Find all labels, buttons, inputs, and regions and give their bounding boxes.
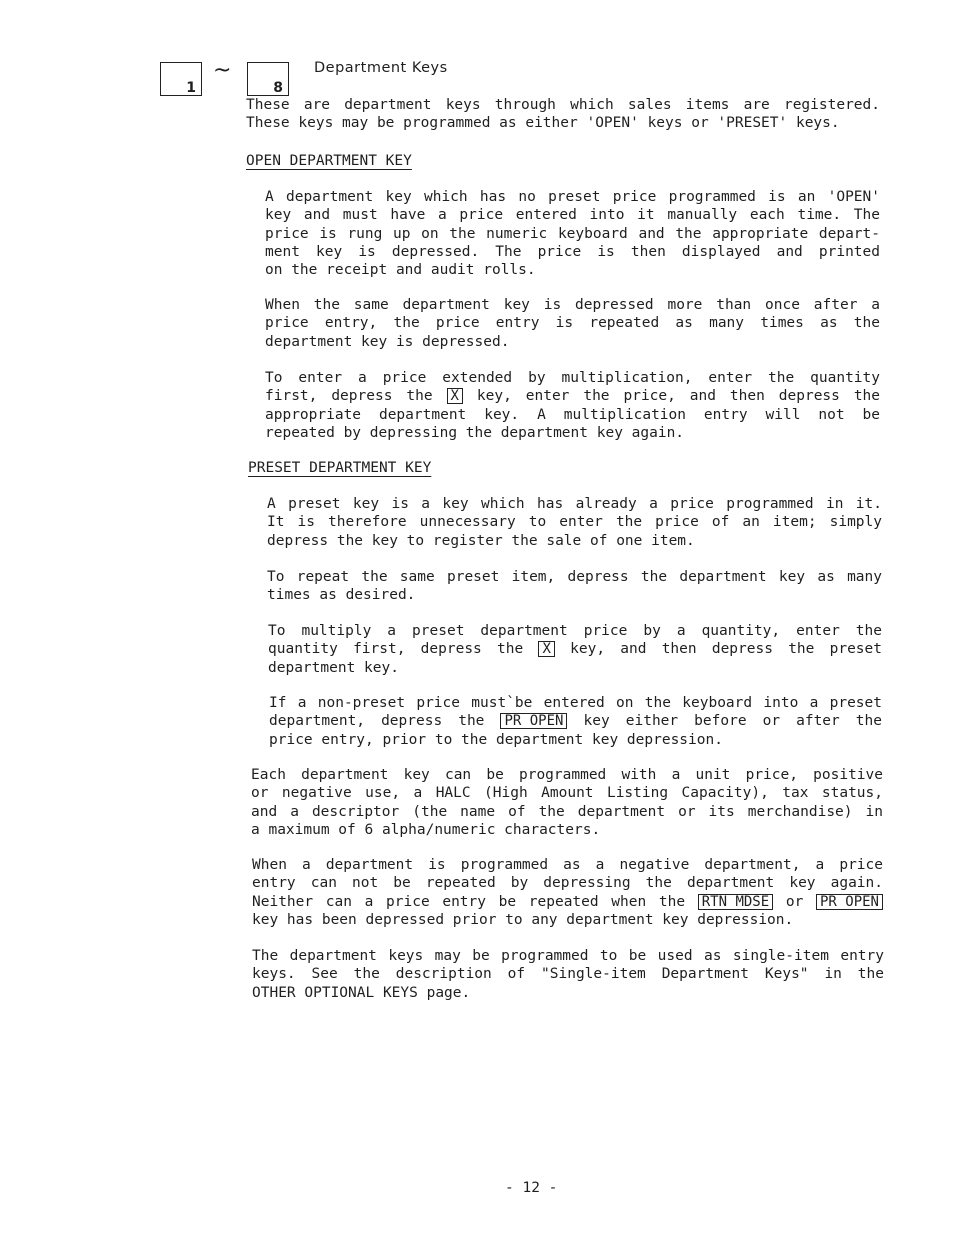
pr-open-key-icon: PR OPEN <box>500 713 567 729</box>
rtn-mdse-key-icon: RTN MDSE <box>698 894 773 910</box>
preset-dept-heading: PRESET DEPARTMENT KEY <box>248 460 432 476</box>
text-line: repeated by depressing the department key again. <box>265 424 685 441</box>
open-paragraph-3 <box>265 369 880 442</box>
range-tilde: ~ <box>213 58 232 83</box>
text-segment: first, depress the <box>265 388 433 405</box>
pr-open-key-icon: PR OPEN <box>816 894 883 910</box>
text-line: department key. <box>268 659 399 676</box>
text-line: If a non-preset price must`be entered on the keyboard into a preset <box>269 695 882 711</box>
multiply-key-icon: X <box>538 641 554 657</box>
text-segment: Neither can a price entry be repeated when the <box>252 893 686 910</box>
general-paragraph-2 <box>252 856 883 929</box>
text-line: The department keys may be programmed to be used as single-item entry <box>252 948 884 964</box>
text-line: When the same department key is depressed more than once after a <box>265 297 880 313</box>
text-line: key and must have a price entered into it manually each time. The <box>265 207 880 224</box>
open-paragraph-1 <box>265 188 880 279</box>
text-line: A preset key is a key which has already a price programmed in it. <box>267 496 882 512</box>
key-8-label: 8 <box>273 80 283 96</box>
text-line: on the receipt and audit rolls. <box>265 262 536 279</box>
preset-paragraph-3 <box>268 622 882 677</box>
text-line: A department key which has no preset price programmed is an 'OPEN' <box>265 189 880 205</box>
intro-line-2: These keys may be programmed as either 'OPEN' keys or 'PRESET' keys. <box>246 115 840 132</box>
text-line: times as desired. <box>267 587 416 604</box>
text-segment: key, enter the price, and then depress the <box>476 388 881 405</box>
text-segment: key, and then depress the preset <box>570 641 882 658</box>
text-line: price is rung up on the numeric keyboard and the appropriate depart- <box>265 225 880 242</box>
general-paragraph-1 <box>251 766 883 839</box>
text-line: key has been depressed prior to any department key depression. <box>252 911 794 928</box>
text-line: OTHER OPTIONAL KEYS page. <box>252 984 471 1001</box>
text-line: To multiply a preset department price by a quantity, enter the <box>268 623 882 639</box>
text-line: or negative use, a HALC (High Amount Listing Capacity), tax status, <box>251 785 883 802</box>
text-line: keys. See the description of "Single-item Department Keys" in the <box>252 966 884 983</box>
intro-line-1: These are department keys through which sales items are registered. <box>246 97 880 113</box>
text-line-with-key <box>269 712 882 730</box>
text-segment: quantity first, depress the <box>268 641 524 658</box>
text-line-with-key <box>268 640 882 658</box>
text-line: depress the key to register the sale of one item. <box>267 532 695 549</box>
text-line: To enter a price extended by multiplication, enter the quantity <box>265 370 880 386</box>
general-paragraph-3 <box>252 947 884 1002</box>
multiply-key-icon: X <box>447 388 463 404</box>
text-line: Each department key can be programmed with a unit price, positive <box>251 767 883 783</box>
key-1-icon <box>160 62 202 96</box>
text-line: price entry, the price entry is repeated as many times as the <box>265 315 880 332</box>
text-line: appropriate department key. A multiplication entry will not be <box>265 406 880 423</box>
text-line: It is therefore unnecessary to enter the price of an item; simply <box>267 514 882 531</box>
preset-paragraph-4 <box>269 694 882 749</box>
key-8-icon <box>247 62 289 96</box>
page-title: Department Keys <box>314 60 448 76</box>
preset-paragraph-2 <box>267 568 882 605</box>
text-segment: or <box>785 893 804 910</box>
preset-paragraph-1 <box>267 495 882 550</box>
open-dept-heading: OPEN DEPARTMENT KEY <box>246 153 412 169</box>
text-line-with-key <box>265 387 880 405</box>
text-line-with-keys <box>252 893 883 911</box>
text-line: When a department is programmed as a negative department, a price <box>252 857 883 873</box>
text-line: entry can not be repeated by depressing the department key again. <box>252 875 883 892</box>
text-segment: key either before or after the <box>583 713 882 730</box>
key-1-label: 1 <box>186 80 196 96</box>
page-number: - 12 - <box>505 1180 558 1196</box>
text-segment: department, depress the <box>269 713 485 730</box>
text-line: price entry, prior to the department key depression. <box>269 731 723 748</box>
text-line: department key is depressed. <box>265 333 510 350</box>
open-paragraph-2 <box>265 296 880 351</box>
text-line: To repeat the same preset item, depress the department key as many <box>267 569 882 585</box>
text-line: a maximum of 6 alpha/numeric characters. <box>251 821 601 838</box>
text-line: and a descriptor (the name of the department or its merchandise) in <box>251 803 883 820</box>
text-line: ment key is depressed. The price is then displayed and printed <box>265 243 880 260</box>
intro-paragraph <box>246 96 880 133</box>
